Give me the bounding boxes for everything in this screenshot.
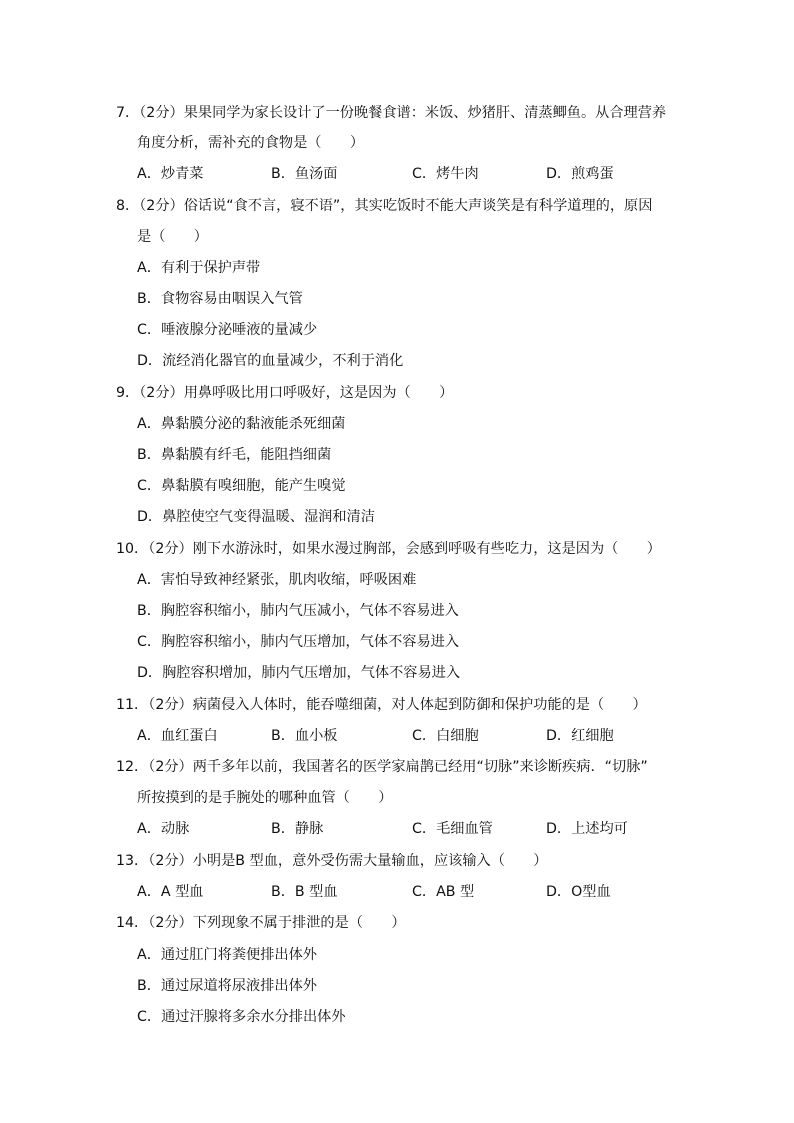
option-b: B．血小板 — [271, 728, 338, 744]
option-c: C．鼻黏膜有嗅细胞，能产生嗅觉 — [137, 478, 346, 494]
option-a: A．炒青菜 — [137, 166, 204, 182]
option-d: D．O型血 — [546, 884, 611, 900]
option-b: B．鱼汤面 — [271, 166, 338, 182]
option-a: A．动脉 — [137, 821, 190, 837]
option-a: A．A 型血 — [137, 884, 204, 900]
question-stem: 11．（2分）病菌侵入人体时，能吞噬细菌，对人体起到防御和保护功能的是（ ） — [116, 697, 647, 713]
option-a: A．鼻黏膜分泌的黏液能杀死细菌 — [137, 416, 346, 432]
option-a: A．通过肛门将粪便排出体外 — [137, 947, 317, 963]
option-c: C．通过汗腺将多余水分排出体外 — [137, 1009, 346, 1025]
option-b: B．胸腔容积缩小，肺内气压减小，气体不容易进入 — [137, 603, 459, 619]
option-d: D．胸腔容积增加，肺内气压增加，气体不容易进入 — [137, 665, 461, 681]
option-d: D．流经消化器官的血量减少，不利于消化 — [137, 353, 404, 369]
option-a: A．血红蛋白 — [137, 728, 218, 744]
question-stem: 角度分析，需补充的食物是（ ） — [137, 135, 365, 151]
option-b: B．鼻黏膜有纤毛，能阻挡细菌 — [137, 447, 332, 463]
option-d: D．上述均可 — [546, 821, 628, 837]
question-stem: 所按摸到的是手腕处的哪种血管（ ） — [137, 790, 393, 806]
option-c: C．唾液腺分泌唾液的量减少 — [137, 322, 318, 338]
question-stem: 12．（2分）两千多年以前，我国著名的医学家扁鹊已经用“切脉”来诊断疾病．“切脉” — [116, 759, 648, 775]
question-stem: 8．（2分）俗话说“食不言，寝不语”，其实吃饭时不能大声谈笑是有科学道理的，原因 — [116, 198, 653, 214]
option-d: D．煎鸡蛋 — [546, 166, 614, 182]
question-stem: 14．（2分）下列现象不属于排泄的是（ ） — [116, 915, 406, 931]
question-stem: 10．（2分）刚下水游泳时，如果水漫过胸部，会感到呼吸有些吃力，这是因为（ ） — [116, 541, 661, 557]
option-a: A．有利于保护声带 — [137, 260, 261, 276]
option-c: C．AB 型 — [412, 884, 475, 900]
option-b: B．B 型血 — [271, 884, 338, 900]
question-stem: 是（ ） — [137, 229, 208, 245]
option-c: C．白细胞 — [412, 728, 479, 744]
option-d: D．鼻腔使空气变得温暖、湿润和清洁 — [137, 509, 375, 525]
option-c: C．烤牛肉 — [412, 166, 479, 182]
option-c: C．胸腔容积缩小，肺内气压增加，气体不容易进入 — [137, 634, 460, 650]
option-d: D．红细胞 — [546, 728, 614, 744]
option-b: B．静脉 — [271, 821, 324, 837]
question-stem: 9．（2分）用鼻呼吸比用口呼吸好，这是因为（ ） — [116, 385, 454, 401]
question-stem: 7．（2分）果果同学为家长设计了一份晚餐食谱：米饭、炒猪肝、清蒸鲫鱼。从合理营养 — [116, 105, 667, 121]
question-stem: 13．（2分）小明是B 型血，意外受伤需大量输血，应该输入（ ） — [116, 853, 548, 869]
option-b: B．食物容易由咽误入气管 — [137, 291, 303, 307]
option-c: C．毛细血管 — [412, 821, 493, 837]
option-b: B．通过尿道将尿液排出体外 — [137, 978, 317, 994]
option-a: A．害怕导致神经紧张，肌肉收缩，呼吸困难 — [137, 572, 417, 588]
